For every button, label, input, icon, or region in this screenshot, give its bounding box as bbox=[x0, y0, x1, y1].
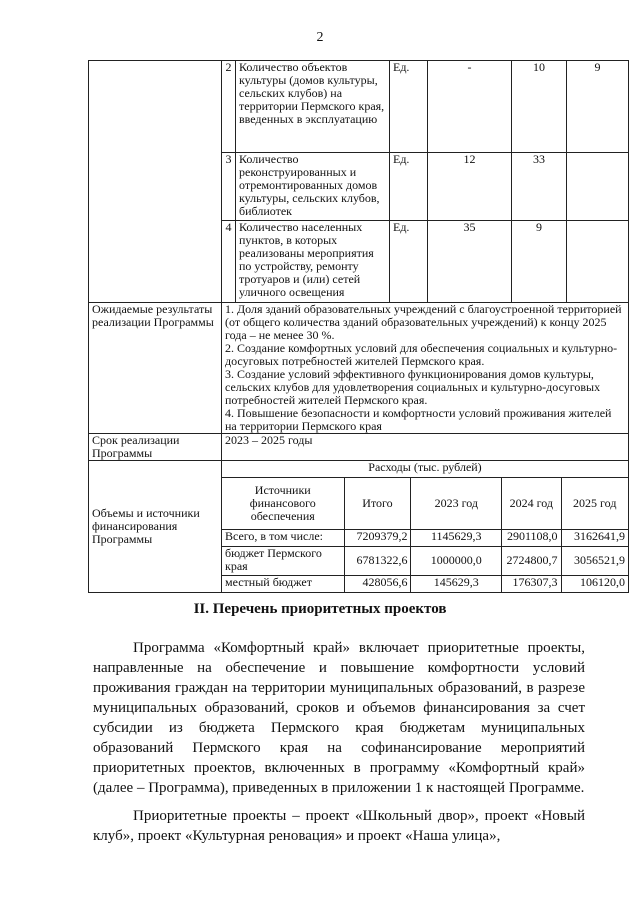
finance-col-header: 2025 год bbox=[561, 477, 628, 529]
paragraph: Программа «Комфортный край» включает приоритетные проекты, направленные на обеспечение и повышение комфортности условий проживания граждан на территории муниципальных образований, в разрезе муниципальных образований, сроков и объемов финансирования за счет субсидии из бюджета Пермского края бюджетам муниципальных образований Пермского края на софинансирование мероприятий приоритетных проектов, включенных в программу «Комфортный край» (далее – Программа), приведенных в приложении 1 к настоящей Программе. bbox=[93, 640, 585, 796]
finance-col-header: 2024 год bbox=[502, 477, 561, 529]
indicator-value: - bbox=[428, 61, 512, 153]
finance-label: Объемы и источники финансирования Программы bbox=[89, 461, 222, 593]
finance-value: 428056,6 bbox=[344, 575, 411, 592]
result-item: 1. Доля зданий образовательных учреждений с благоустроенной территорией (от общего количества зданий образовательных учреждений) к концу 2025 года – не менее 30 %. bbox=[225, 302, 622, 342]
finance-cell bbox=[222, 461, 629, 593]
indicator-name: Количество населенных пунктов, в которых реализованы мероприятия по устройству, ремонту тротуаров и (или) сетей уличного освещения bbox=[236, 221, 390, 303]
finance-source: бюджет Пермского края bbox=[222, 546, 344, 575]
indicator-num: 2 bbox=[222, 61, 236, 153]
indicator-name: Количество реконструированных и отремонтированных домов культуры, сельских клубов, библиотек bbox=[236, 153, 390, 221]
finance-source: местный бюджет bbox=[222, 575, 344, 592]
finance-value: 176307,3 bbox=[502, 575, 561, 592]
term-value: 2023 – 2025 годы bbox=[222, 434, 629, 461]
indicator-value bbox=[567, 221, 629, 303]
finance-value: 6781322,6 bbox=[344, 546, 411, 575]
page-number: 2 bbox=[316, 30, 324, 45]
result-item: 3. Создание условий эффективного функционирования домов культуры, сельских клубов для удовлетворения социальных и культурно-досуговых потребностей жителей Пермского края. bbox=[225, 367, 601, 407]
passport-table bbox=[88, 60, 629, 593]
term-row bbox=[89, 434, 629, 461]
finance-data-row bbox=[222, 546, 628, 575]
empty-cell bbox=[89, 61, 222, 303]
body-text bbox=[93, 638, 585, 846]
results-row bbox=[89, 303, 629, 434]
section-title: II. Перечень приоритетных проектов bbox=[193, 601, 447, 617]
indicator-value: 10 bbox=[512, 61, 567, 153]
finance-value: 106120,0 bbox=[561, 575, 628, 592]
finance-value: 2901108,0 bbox=[502, 529, 561, 546]
finance-data-row bbox=[222, 575, 628, 592]
finance-source: Всего, в том числе: bbox=[222, 529, 344, 546]
finance-value: 7209379,2 bbox=[344, 529, 411, 546]
indicator-value: 9 bbox=[512, 221, 567, 303]
finance-value: 3162641,9 bbox=[561, 529, 628, 546]
indicator-value: 12 bbox=[428, 153, 512, 221]
finance-col-header: Итого bbox=[344, 477, 411, 529]
finance-value: 1145629,3 bbox=[411, 529, 502, 546]
finance-col-header: 2023 год bbox=[411, 477, 502, 529]
finance-col-header: Источники финансового обеспечения bbox=[222, 477, 344, 529]
indicator-unit: Ед. bbox=[390, 153, 428, 221]
finance-row bbox=[89, 461, 629, 593]
results-text bbox=[222, 303, 629, 434]
result-item: 4. Повышение безопасности и комфортности условий проживания жителей на территории Пермского края bbox=[225, 406, 612, 433]
indicator-unit: Ед. bbox=[390, 221, 428, 303]
finance-table bbox=[222, 461, 628, 592]
finance-value: 1000000,0 bbox=[411, 546, 502, 575]
indicator-value: 9 bbox=[567, 61, 629, 153]
indicator-value bbox=[567, 153, 629, 221]
finance-value: 145629,3 bbox=[411, 575, 502, 592]
indicator-value: 35 bbox=[428, 221, 512, 303]
indicator-num: 4 bbox=[222, 221, 236, 303]
results-label: Ожидаемые результаты реализации Программы bbox=[89, 303, 222, 434]
indicator-unit: Ед. bbox=[390, 61, 428, 153]
indicator-row bbox=[89, 61, 629, 153]
indicator-num: 3 bbox=[222, 153, 236, 221]
finance-data-row bbox=[222, 529, 628, 546]
finance-header: Расходы (тыс. рублей) bbox=[222, 461, 628, 477]
paragraph: Приоритетные проекты – проект «Школьный двор», проект «Новый клуб», проект «Культурная реновация» и проект «Наша улица», bbox=[93, 808, 585, 844]
indicator-value: 33 bbox=[512, 153, 567, 221]
finance-value: 2724800,7 bbox=[502, 546, 561, 575]
indicator-name: Количество объектов культуры (домов культуры, сельских клубов) на территории Пермского края, введенных в эксплуатацию bbox=[236, 61, 390, 153]
result-item: 2. Создание комфортных условий для обеспечения социальных и культурно-досуговых потребностей жителей Пермского края. bbox=[225, 341, 618, 368]
term-label: Срок реализации Программы bbox=[89, 434, 222, 461]
finance-value: 3056521,9 bbox=[561, 546, 628, 575]
